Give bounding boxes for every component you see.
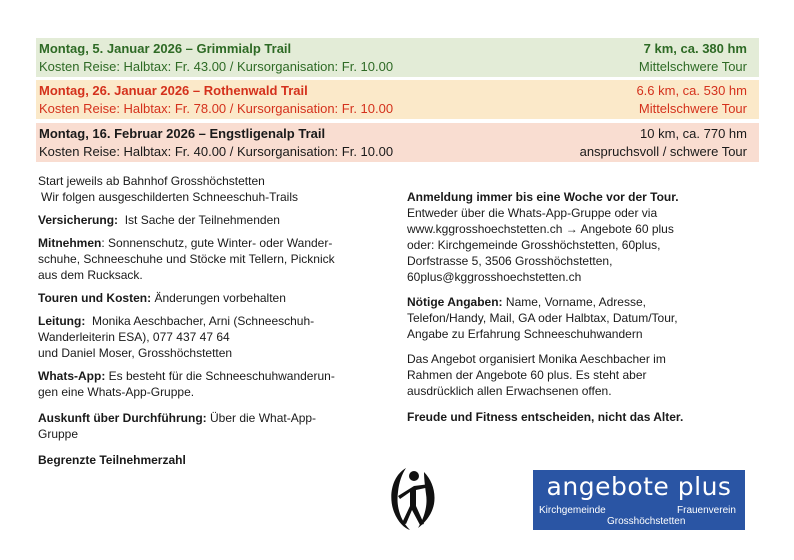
- logo-frauenverein: Frauenverein: [677, 505, 736, 516]
- begrenzte-teilnehmerzahl: Begrenzte Teilnehmerzahl: [38, 453, 186, 467]
- tour-distance: 6.6 km, ca. 530 hm: [636, 83, 747, 98]
- noetige-angaben: Nötige Angaben: Name, Vorname, Adresse, Telefon/Handy, Mail, GA oder Halbtax, Datum/Tour, Angabe zu Erfahrung Schneeschuhwandern: [407, 295, 678, 341]
- auskunft: Auskunft über Durchführung: Über die What-App- Gruppe: [38, 411, 317, 441]
- angebote-plus-logo: angebote plus Kirchgemeinde Frauenverein Grosshöchstetten: [533, 470, 745, 530]
- tour-costs: Kosten Reise: Halbtax: Fr. 78.00 / Kursorganisation: Fr. 10.00: [39, 101, 394, 116]
- tour-costs: Kosten Reise: Halbtax: Fr. 40.00 / Kursorganisation: Fr. 10.00: [39, 144, 394, 159]
- email-link[interactable]: 60plus@kggrosshoechstetten.ch: [407, 270, 582, 284]
- mitnehmen: Mitnehmen: Sonnenschutz, gute Winter- oder Wander- schuhe, Schneeschuhe und Stöcke mit Tellern, Picknick aus dem Rucksack.: [38, 236, 335, 282]
- tour-grimmialp: [36, 38, 759, 77]
- tour-distance: 10 km, ca. 770 hm: [640, 126, 747, 141]
- versicherung: Versicherung: Ist Sache der Teilnehmenden: [38, 213, 280, 227]
- tour-rothenwald: [36, 80, 759, 119]
- tour-costs: Kosten Reise: Halbtax: Fr. 43.00 / Kursorganisation: Fr. 10.00: [39, 59, 394, 74]
- whatsapp-info: Whats-App: Es besteht für die Schneeschuhwanderun- gen eine Whats-App-Gruppe.: [38, 369, 335, 399]
- logo-kirchgemeinde: Kirchgemeinde: [539, 505, 606, 516]
- logo-ort: Grosshöchstetten: [607, 516, 686, 527]
- angebot-info: Das Angebot organisiert Monika Aeschbacher im Rahmen der Angebote 60 plus. Es steht aber ausdrücklich allen Erwachsenen offen.: [407, 352, 666, 398]
- tour-distance: 7 km, ca. 380 hm: [643, 41, 747, 56]
- motto: Freude und Fitness entscheiden, nicht das Alter.: [407, 410, 684, 424]
- tour-title: Montag, 16. Februar 2026 – Engstligenalp Trail: [39, 126, 326, 141]
- tour-level: Mittelschwere Tour: [638, 101, 747, 116]
- tour-level: anspruchsvoll / schwere Tour: [579, 144, 747, 159]
- website-link[interactable]: www.kggrosshoechstetten.ch: [407, 222, 563, 236]
- person-figure-icon: [386, 462, 438, 532]
- tour-engstligenalp: [36, 123, 759, 162]
- start-info: Start jeweils ab Bahnhof Grosshöchstetten Wir folgen ausgeschilderten Schneeschuh-Trails: [38, 174, 299, 204]
- leitung: Leitung: Monika Aeschbacher, Arni (Schneeschuh- Wanderleiterin ESA), 077 437 47 64 und Daniel Moser, Grosshöchstetten: [38, 314, 315, 360]
- anmeldung: Anmeldung immer bis eine Woche vor der Tour. Entweder über die Whats-App-Gruppe oder via www.kggrosshoechstetten.ch → Angebote 60 plus oder: Kirchgemeinde Grosshöchstetten, 60plus, Dorfstrasse 5, 3506 Grosshöchstetten, 60plus@kggrosshoechstetten.ch: [407, 189, 757, 285]
- touren-kosten: Touren und Kosten: Änderungen vorbehalten: [38, 291, 286, 305]
- tour-title: Montag, 5. Januar 2026 – Grimmialp Trail: [39, 41, 292, 56]
- info-right-column: [407, 189, 757, 432]
- tour-title: Montag, 26. Januar 2026 – Rothenwald Trail: [39, 83, 308, 98]
- tour-level: Mittelschwere Tour: [638, 59, 747, 74]
- arrow-right-icon: →: [565, 222, 578, 236]
- info-left-column: [38, 173, 388, 475]
